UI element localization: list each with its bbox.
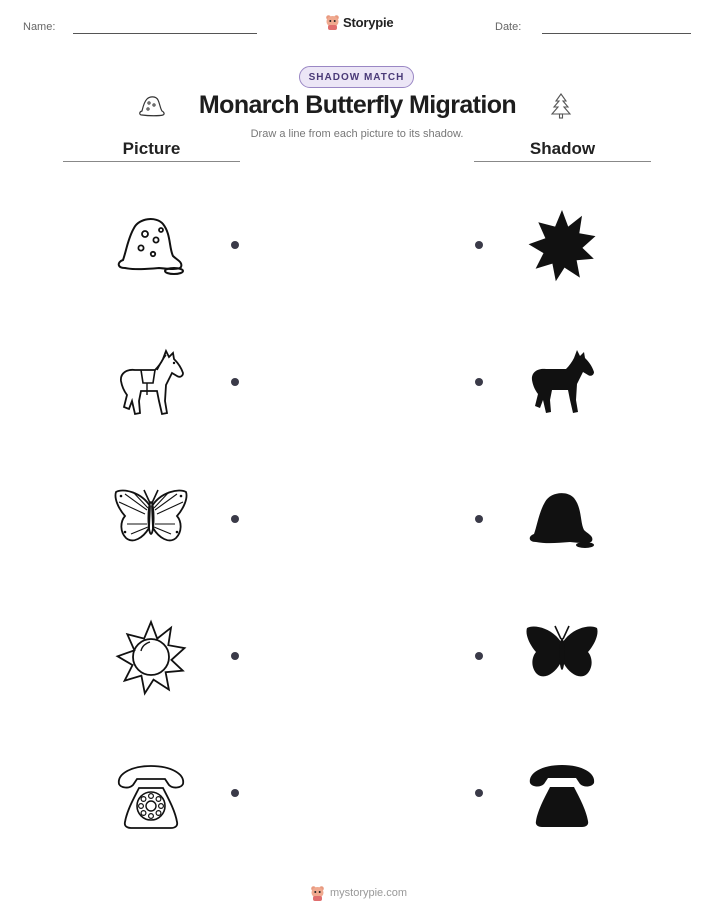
picture-dot[interactable] [231,652,239,660]
rotary-telephone-icon [111,754,191,834]
worksheet-title: Monarch Butterfly Migration [198,91,517,119]
shadow-column-heading: Shadow [529,139,596,158]
worksheet-type-badge: SHADOW MATCH [299,66,414,88]
date-label: Date: [495,21,522,33]
shadow-dot[interactable] [475,515,483,523]
date-field-line[interactable] [542,33,691,34]
horse-icon [111,343,191,423]
name-label: Name: [23,21,56,33]
butterfly-shadow-icon [522,616,602,696]
shadow-dot[interactable] [475,789,483,797]
pine-tree-icon [548,92,574,122]
picture-heading-underline [63,161,240,162]
melting-ice-cream-shadow-icon [522,480,602,560]
shadow-heading-underline [474,161,651,162]
storypie-mascot-icon [310,885,325,901]
picture-column-heading: Picture [122,139,181,158]
melting-ice-cream-icon [111,206,191,286]
shadow-dot[interactable] [475,241,483,249]
rotary-telephone-shadow-icon [522,753,602,833]
instructions: Draw a line from each picture to its shadow. [250,128,464,140]
shadow-dot[interactable] [475,652,483,660]
sun-shadow-icon [522,205,602,285]
picture-dot[interactable] [231,789,239,797]
footer [310,885,407,901]
picture-dot[interactable] [231,241,239,249]
butterfly-icon [111,480,191,560]
brand-name: Storypie [343,14,394,30]
storypie-mascot-icon [325,14,340,30]
brand-logo [325,12,393,32]
picture-dot[interactable] [231,378,239,386]
footer-url[interactable]: mystorypie.com [330,887,408,899]
ice-cream-blob-icon [137,94,167,120]
shadow-dot[interactable] [475,378,483,386]
picture-dot[interactable] [231,515,239,523]
horse-shadow-icon [522,342,602,422]
sun-icon [111,617,191,697]
name-field-line[interactable] [73,33,257,34]
